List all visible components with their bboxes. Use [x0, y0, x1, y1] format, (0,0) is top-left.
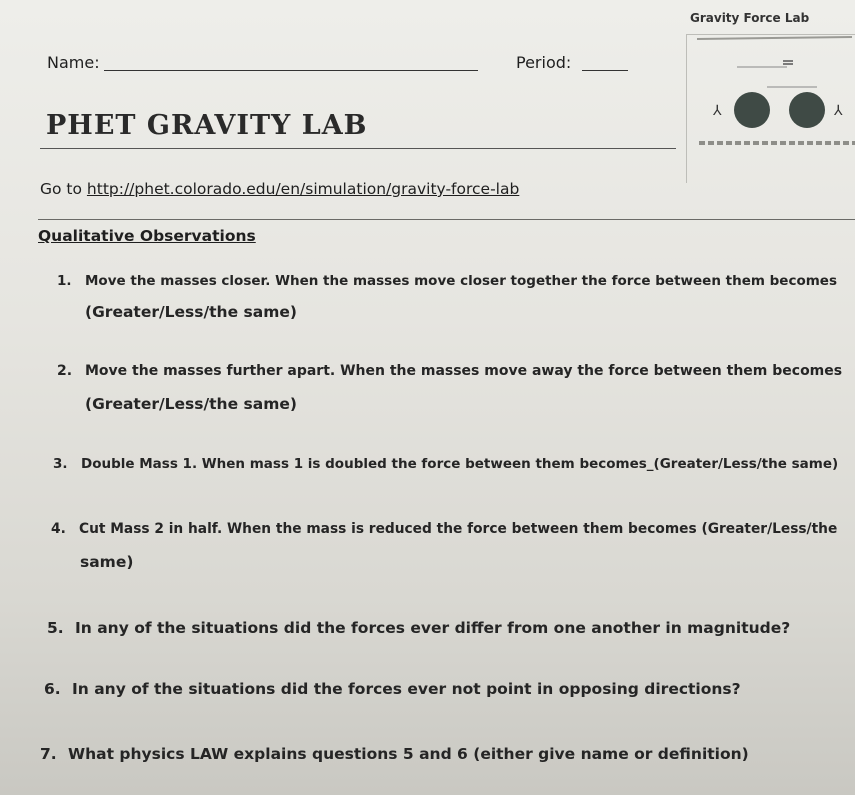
- instruction-line: [40, 180, 519, 198]
- period-label: Period:: [516, 53, 572, 72]
- question-2-options: (Greater/Less/the same): [85, 395, 297, 413]
- question-2: [57, 363, 842, 379]
- question-number: 5.: [47, 619, 64, 637]
- question-text: Double Mass 1. When mass 1 is doubled the force between them becomes_(Greater/Less/the same): [81, 456, 839, 472]
- section-title: Qualitative Observations: [38, 227, 256, 245]
- go-to-text: Go to: [40, 180, 82, 198]
- simulation-thumbnail: [686, 34, 855, 183]
- question-text: Cut Mass 2 in half. When the mass is reduced the force between them becomes (Greater/Less/the: [79, 521, 838, 537]
- question-number: 7.: [40, 745, 57, 763]
- gravity-sim-illustration: [687, 35, 855, 183]
- simulation-title: Gravity Force Lab: [690, 11, 810, 25]
- title-underline: [40, 148, 676, 149]
- question-1: [57, 273, 837, 289]
- figure-right-icon: ⅄: [834, 103, 843, 119]
- question-text: In any of the situations did the forces ever not point in opposing directions?: [72, 680, 741, 698]
- name-field[interactable]: [104, 70, 478, 71]
- question-6: [44, 680, 741, 698]
- question-3: [53, 456, 838, 472]
- simulation-link[interactable]: http://phet.colorado.edu/en/simulation/gravity-force-lab: [86, 180, 520, 198]
- question-number: 4.: [51, 521, 66, 537]
- figure-left-icon: ⅄: [713, 103, 722, 119]
- question-text: In any of the situations did the forces ever differ from one another in magnitude?: [75, 619, 791, 637]
- mass-2-icon: [789, 92, 825, 128]
- section-divider: [38, 219, 855, 220]
- question-7: [40, 745, 749, 763]
- sim-top-bar: [697, 37, 852, 39]
- question-text: What physics LAW explains questions 5 and 6 (either give name or definition): [68, 745, 749, 763]
- question-1-options: (Greater/Less/the same): [85, 303, 297, 321]
- question-number: 1.: [57, 273, 72, 289]
- question-5: [47, 619, 790, 637]
- name-label: Name:: [47, 53, 100, 72]
- question-text: Move the masses further apart. When the masses move away the force between them becomes: [85, 363, 843, 379]
- question-number: 3.: [53, 456, 68, 472]
- mass-1-icon: [734, 92, 770, 128]
- period-field[interactable]: [582, 70, 628, 71]
- question-4-options: same): [80, 553, 134, 571]
- page-title: PHET GRAVITY LAB: [46, 110, 368, 141]
- question-text: Move the masses closer. When the masses move closer together the force between them becomes: [85, 273, 837, 289]
- question-4: [51, 521, 837, 537]
- question-number: 2.: [57, 363, 73, 379]
- question-number: 6.: [44, 680, 61, 698]
